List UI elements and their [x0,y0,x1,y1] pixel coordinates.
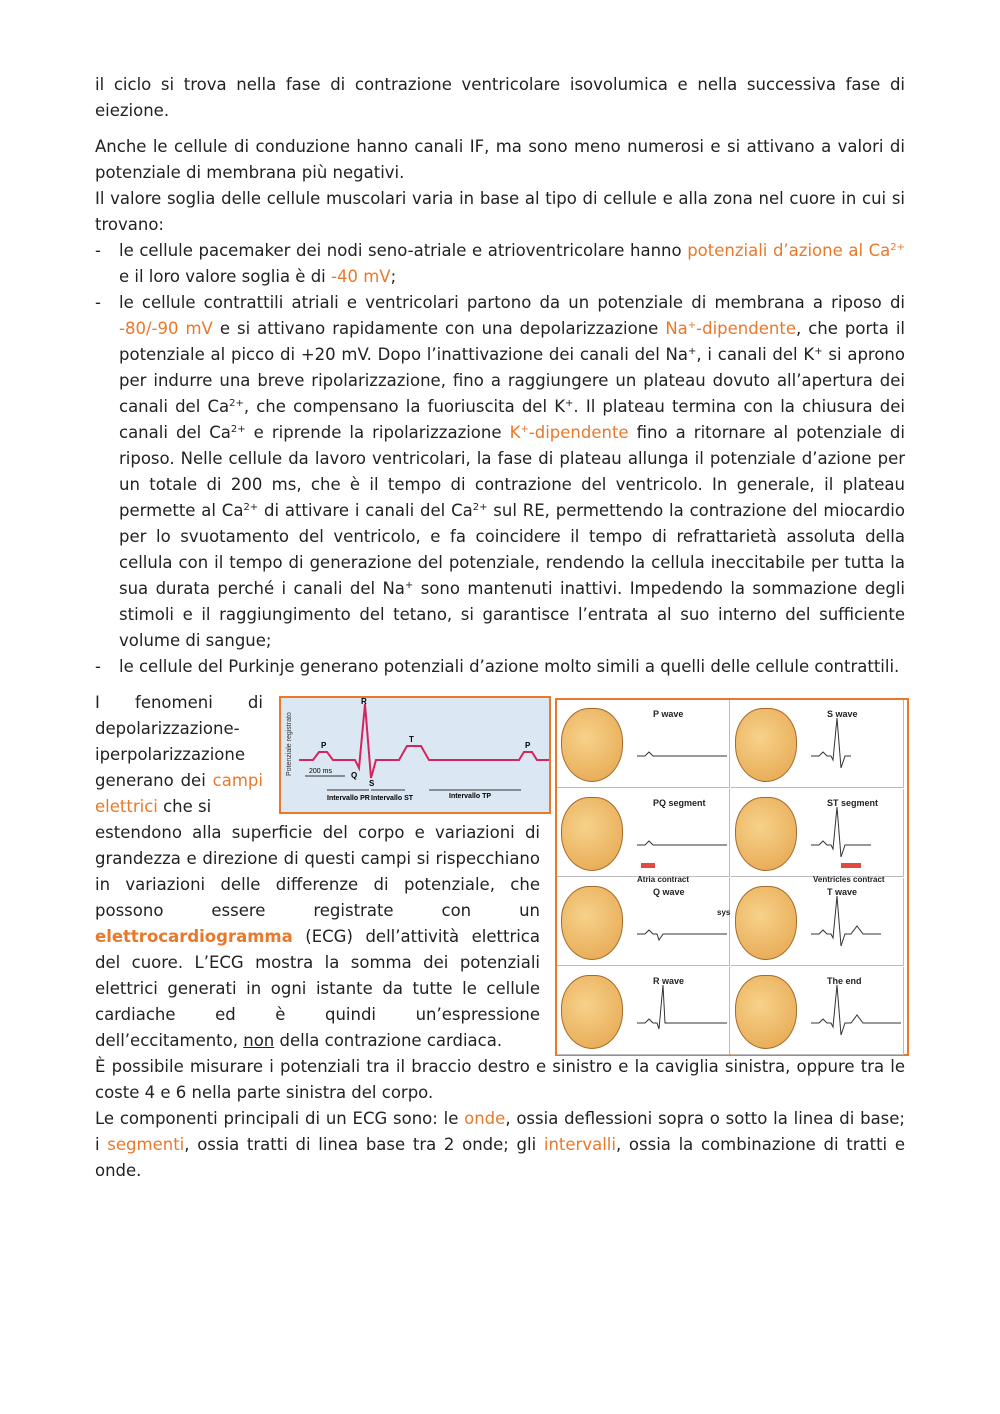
paragraph-3: Il valore soglia delle cellule muscolari varia in base al tipo di cellule e alla zona nel cuore in cui si trovano: [95,189,905,234]
list-item: - le cellule del Purkinje generano potenziali d’azione molto simili a quelli delle cellule contrattili. [95,654,905,680]
ecg-section [95,690,905,1054]
heart-illustration [561,797,623,871]
ecg-phase-cell: The end [731,967,904,1055]
document-page [95,72,905,1184]
list-item: - le cellule contrattili atriali e ventricolari partono da un potenziale di membrana a riposo di -80/-90 mV e si attivano rapidamente con una depolarizzazione Na+-dipendente, che porta il potenziale al picco di +20 mV. Dopo l’inattivazione dei canali del Na+, i canali del K+ si aprono per indurre una breve ripolarizzazione, fino a raggiungere un plateau dovuto all’apertura dei canali del $Ca^{2+}$, che compensano la fuoriuscita del K+. Il plateau termina con la chiusura dei canali del $Ca^{2+}$ e riprende la ripolarizzazione K+-dipendente fino a ritornare al potenziale di riposo. Nelle cellule da lavoro ventricolari, la fase di plateau allunga il potenziale d’azione per un totale di 200 ms, che è il tempo di contrazione del ventricolo. In generale, il plateau permette al $Ca^{2+}$ di attivare i canali del $Ca^{2+}$ sul RE, permettendo la contrazione del miocardio per lo svuotamento del ventricolo, e fa coincidere il tempo di refrattarietà assoluta della cellula con il tempo di generazione del potenziale, rendendo la cellula ineccitabile per tutta la sua durata perché i canali del Na+ sono mantenuti inattivi. Impedendo la sommazione degli stimoli e il raggiungimento del tetano, si garantisce l’entrata al suo interno del sufficiente volume di sangue; [95,290,905,654]
ecg-phase-cell: R wave [557,967,730,1055]
paragraph-1: il ciclo si trova nella fase di contrazione ventricolare isovolumica e nella successiva fase di eiezione. [95,75,905,120]
ecg-label-r: R [361,697,367,706]
ecg-int-tp: Intervallo TP [449,793,492,800]
atria-contract-label: Atria contract [637,875,690,884]
systole-label: sys [717,908,731,917]
heart-illustration [735,975,797,1049]
ventricles-contract-label: Ventricles contract [813,875,885,884]
ecg-phases-figure [555,698,909,1056]
ecg-label-t: T [409,735,414,744]
ecg-phase-cell: T wave [731,878,904,966]
list-item: - le cellule pacemaker dei nodi seno-atriale e atrioventricolare hanno potenziali d’azione al $Ca^{2+}$ e il loro valore soglia è di -40 mV; [95,238,905,290]
ecg-label-p: P [321,741,327,750]
heart-illustration [735,797,797,871]
ecg-phase-cell: Q wave [557,878,730,966]
heart-illustration [735,886,797,960]
ecg-label-q: Q [351,771,358,780]
ecg-intro-text: I fenomeni di depolarizzazione-iperpolarizzazione generano dei campi elettrici che si [95,693,263,816]
heart-illustration [561,886,623,960]
ecg-scale: 200 ms [309,768,332,775]
paragraph-6: Le componenti principali di un ECG sono: le onde, ossia deflessioni sopra o sotto la linea di base; i segmenti, ossia tratti di linea base tra 2 onde; gli intervalli, ossia la combinazione di tratti e onde. [95,1109,905,1180]
ecg-trace-line [299,704,549,778]
threshold-list [95,238,905,680]
ecg-trace-svg [281,698,549,812]
heart-illustration [735,708,797,782]
ecg-label-s: S [369,779,375,788]
ecg-trace-figure [279,696,551,814]
ecg-int-st: Intervallo ST [371,795,414,802]
heart-illustration [561,708,623,782]
ecg-phase-cell: PQ segment Atria contract [557,789,730,877]
ecg-paragraph: estendono alla superficie del corpo e variazioni di grandezza e direzione di questi campi si rispecchiano in variazioni delle differenze di potenziale, che possono essere registrate con un elettrocardiogramma (ECG) dell’attività elettrica del cuore. L’ECG mostra la somma dei potenziali elettrici generati in ogni istante da tutte le cellule cardiache ed è quindi un’espressione dell’eccitamento, non della contrazione cardiaca. [95,823,540,1050]
ecg-phase-cell: S wave [731,700,904,788]
ecg-phase-cell: ST segment Ventricles contract [731,789,904,877]
ecg-phase-cell: P wave [557,700,730,788]
ecg-ylabel: Potenziale registrato [286,712,293,776]
paragraph-5: È possibile misurare i potenziali tra il braccio destro e sinistro e la caviglia sinistra, oppure tra le coste 4 e 6 nella parte sinistra del corpo. [95,1057,905,1102]
paragraph-2: Anche le cellule di conduzione hanno canali IF, ma sono meno numerosi e si attivano a valori di potenziale di membrana più negativi. [95,137,905,182]
heart-illustration [561,975,623,1049]
ecg-label-p2: P [525,741,531,750]
ecg-int-pr: Intervallo PR [327,795,370,802]
